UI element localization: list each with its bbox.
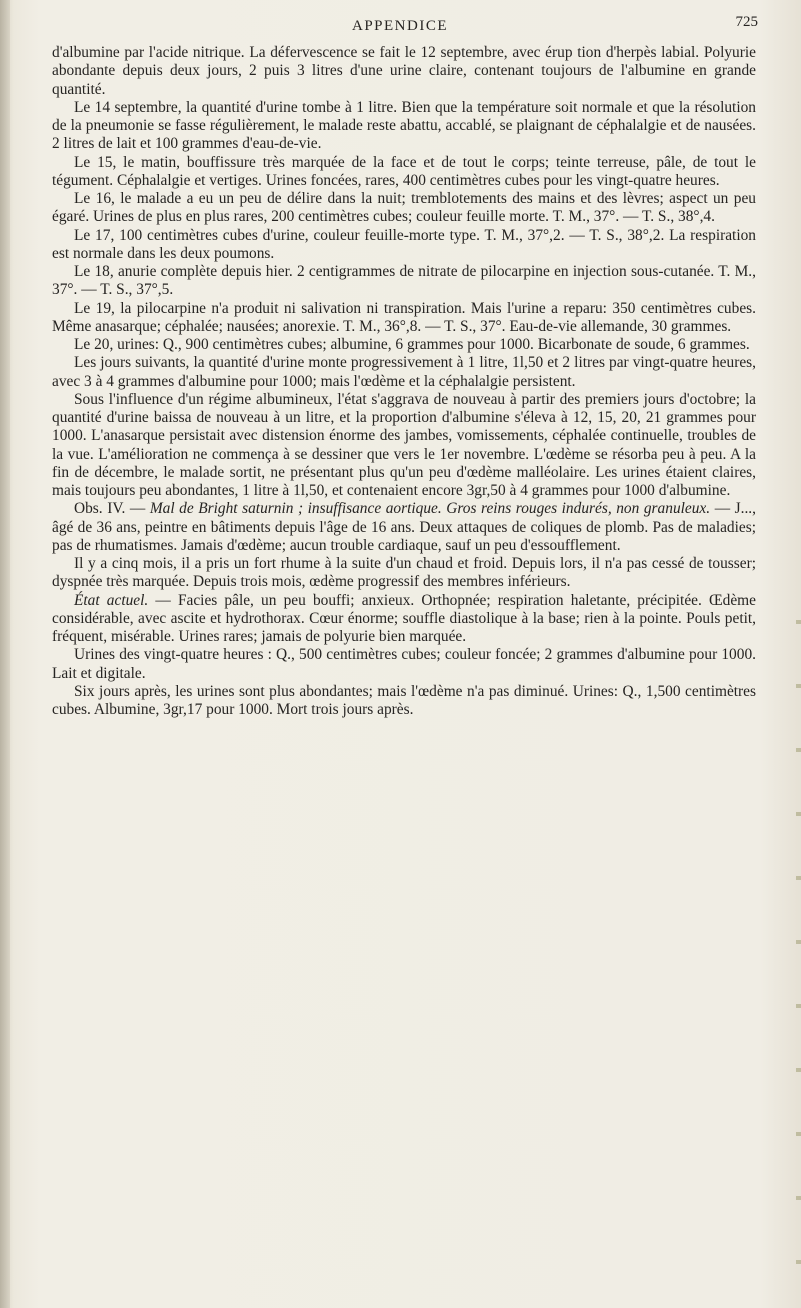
etat-paragraph — [52, 592, 756, 647]
paragraph: Le 18, anurie complète depuis hier. 2 centigrammes de nitrate de pilocarpine en injection sous-cutanée. T. M., 37°. — T. S., 37°,5. — [52, 263, 756, 299]
paragraph: Les jours suivants, la quantité d'urine monte progressivement à 1 litre, 1l,50 et 2 litres par vingt-quatre heures, avec 3 à 4 grammes d'albumine pour 1000; mais l'œdème et la céphalalgie persistent. — [52, 354, 756, 390]
page-number: 725 — [735, 14, 758, 30]
paragraph: Il y a cinq mois, il a pris un fort rhume à la suite d'un chaud et froid. Depuis lors, il n'a pas cessé de tousser; dyspnée très marquée. Depuis trois mois, œdème progressif des membres inférieurs. — [52, 555, 756, 591]
page-edge-marks — [796, 560, 801, 1280]
paragraph: Le 19, la pilocarpine n'a produit ni salivation ni transpiration. Mais l'urine a reparu: 350 centimètres cubes. Même anasarque; céphalée; nausées; anorexie. T. M., 36°,8. — T. S., 37°. Eau-de-vie allemande, 30 grammes. — [52, 299, 756, 335]
observation-paragraph — [52, 500, 756, 555]
paragraph: Le 16, le malade a eu un peu de délire dans la nuit; tremblotements des mains et des lèvres; aspect un peu égaré. Urines de plus en plus rares, 200 centimètres cubes; couleur feuille morte. T. M., 37°. — T. S., 38°,4. — [52, 190, 756, 226]
observation-title: Mal de Bright saturnin ; insuffisance aortique. Gros reins rouges indurés, non granuleux. — [149, 500, 711, 518]
page-header — [40, 14, 760, 36]
etat-text: — Facies pâle, un peu bouffi; anxieux. Orthopnée; respiration haletante, précipitée. Œdème considérable, avec ascite et hydrothorax. Cœur énorme; souffle diastolique à la base; rien à la pointe. Pouls petit, fréquent, misérable. Urines rares; jamais de polyurie bien marquée. — [52, 591, 756, 645]
paragraph: Sous l'influence d'un régime albumineux, l'état s'aggrava de nouveau à partir des premiers jours d'octobre; la quantité d'urine baissa de nouveau à un litre, et la proportion d'albumine s'éleva à 12, 15, 20, 21 grammes pour 1000. L'anasarque persistait avec distension énorme des jambes, vomissements, céphalée continuelle, troubles de la vue. L'amélioration ne commença à se dessiner que vers le 1er novembre. L'œdème se résorba peu à peu. A la fin de décembre, le malade sortit, ne présentant plus qu'un peu d'œdème malléolaire. Les urines étaient claires, mais toujours peu abondantes, 1 litre à 1l,50, et contenaient encore 3gr,50 à 4 grammes pour 1000 d'albumine. — [52, 390, 756, 499]
paragraph: Urines des vingt-quatre heures : Q., 500 centimètres cubes; couleur foncée; 2 grammes d'albumine pour 1000. Lait et digitale. — [52, 646, 756, 682]
observation-text: — J..., âgé de 36 ans, peintre en bâtiments depuis l'âge de 16 ans. Deux attaques de coliques de plomb. Pas de maladies; pas de rhumatismes. Jamais d'œdème; aucun trouble cardiaque, sauf un peu d'essoufflement. — [52, 500, 757, 554]
paragraph: d'albumine par l'acide nitrique. La défervescence se fait le 12 septembre, avec érup tion d'herpès labial. Polyurie abondante depuis deux jours, 2 puis 3 litres d'une urine claire, contenant toujours de l'albumine en grande quantité. — [52, 44, 756, 98]
etat-label: État actuel. — [74, 591, 149, 609]
running-title: APPENDICE — [351, 18, 448, 34]
body-text — [52, 44, 756, 719]
paragraph: Le 15, le matin, bouffissure très marquée de la face et de tout le corps; teinte terreuse, pâle, de tout le tégument. Céphalalgie et vertiges. Urines foncées, rares, 400 centimètres cubes pour les vingt-quatre heures. — [52, 153, 756, 189]
paragraph: Le 17, 100 centimètres cubes d'urine, couleur feuille-morte type. T. M., 37°,2. — T. S., 38°,2. La respiration est normale dans les deux poumons. — [52, 226, 756, 262]
paragraph: Le 20, urines: Q., 900 centimètres cubes; albumine, 6 grammes pour 1000. Bicarbonate de soude, 6 grammes. — [74, 336, 750, 353]
paragraph: Le 14 septembre, la quantité d'urine tombe à 1 litre. Bien que la température soit normale et que la résolution de la pneumonie se fasse régulièrement, le malade reste abattu, accablé, se plaignant de céphalalgie et de nausées. 2 litres de lait et 100 grammes d'eau-de-vie. — [52, 98, 756, 153]
page-binding-shadow — [0, 0, 10, 1308]
observation-label: Obs. IV. — — [74, 500, 146, 518]
paragraph: Six jours après, les urines sont plus abondantes; mais l'œdème n'a pas diminué. Urines: Q., 1,500 centimètres cubes. Albumine, 3gr,17 pour 1000. Mort trois jours après. — [52, 682, 756, 718]
